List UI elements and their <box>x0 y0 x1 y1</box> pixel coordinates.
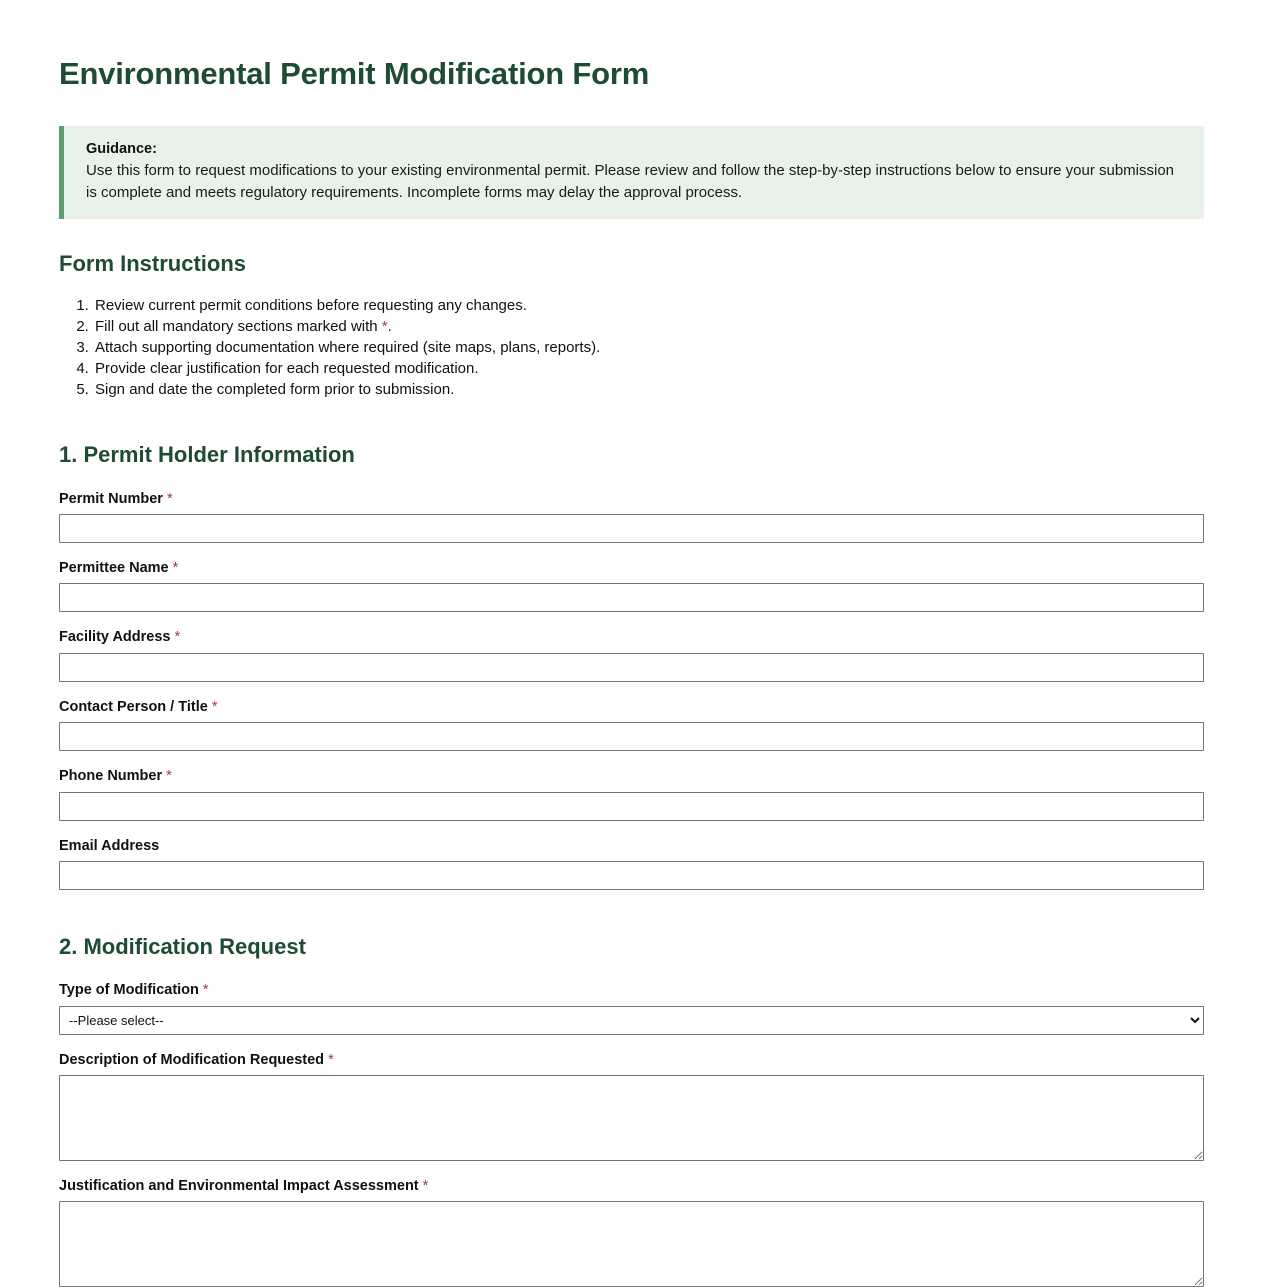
field-justification-impact-assessment <box>59 1178 1204 1287</box>
list-item <box>93 360 1204 378</box>
page-title: Environmental Permit Modification Form <box>59 56 650 91</box>
permittee-name-input[interactable] <box>59 583 1204 612</box>
instruction-text-2: Fill out all mandatory sections marked with <box>95 318 382 336</box>
list-item <box>93 381 1204 399</box>
required-asterisk-icon: * <box>172 559 179 576</box>
list-item <box>93 318 1204 336</box>
required-asterisk-icon: * <box>174 629 181 646</box>
label-text: Type of Modification <box>59 982 199 999</box>
field-contact-person-title <box>59 699 1204 751</box>
field-permittee-name <box>59 560 1204 612</box>
instruction-text-2-suffix: . <box>387 318 392 336</box>
justification-impact-assessment-textarea[interactable] <box>59 1201 1204 1287</box>
label-permit-number <box>59 491 1204 508</box>
section-2-heading: 2. Modification Request <box>59 933 306 959</box>
section-1-heading: 1. Permit Holder Information <box>59 442 355 468</box>
label-justification-impact-assessment <box>59 1178 1204 1195</box>
list-item <box>93 297 1204 315</box>
field-description-of-modification <box>59 1052 1204 1161</box>
guidance-title: Guidance: <box>86 140 157 157</box>
phone-number-input[interactable] <box>59 792 1204 821</box>
field-phone-number <box>59 768 1204 820</box>
label-text: Justification and Environmental Impact Assessment <box>59 1178 419 1195</box>
guidance-callout <box>59 126 1204 219</box>
instruction-text-1: Review current permit conditions before requesting any changes. <box>95 297 527 315</box>
label-contact-person-title <box>59 699 1204 716</box>
required-asterisk-icon: * <box>202 982 209 999</box>
list-item <box>93 339 1204 357</box>
required-asterisk-icon: * <box>381 318 388 336</box>
label-text: Email Address <box>59 837 160 854</box>
field-type-of-modification <box>59 982 1204 1034</box>
required-asterisk-icon: * <box>166 490 173 507</box>
guidance-text: Use this form to request modifications to your existing environmental permit. Please review and follow the step-by-step instructions below to ensure your submission is complete and meets regulatory requirements. Incomplete forms may delay the approval process. <box>86 162 1175 201</box>
instruction-text-4: Provide clear justification for each requested modification. <box>95 360 479 378</box>
instruction-text-3: Attach supporting documentation where required (site maps, plans, reports). <box>95 339 601 357</box>
required-asterisk-icon: * <box>211 698 218 715</box>
form-instructions-section <box>59 251 1204 399</box>
label-text: Permittee Name <box>59 559 169 576</box>
type-of-modification-select[interactable] <box>59 1006 1204 1035</box>
label-text: Permit Number <box>59 490 163 507</box>
field-facility-address <box>59 629 1204 681</box>
instructions-list <box>59 297 1204 399</box>
label-text: Facility Address <box>59 629 171 646</box>
label-text: Contact Person / Title <box>59 698 208 715</box>
required-asterisk-icon: * <box>422 1178 429 1195</box>
permit-holder-information-section <box>59 442 1204 890</box>
field-permit-number <box>59 491 1204 543</box>
form-instructions-heading: Form Instructions <box>59 250 247 276</box>
field-email-address <box>59 838 1204 890</box>
label-text: Phone Number <box>59 768 163 785</box>
label-description-of-modification <box>59 1052 1204 1069</box>
description-of-modification-textarea[interactable] <box>59 1075 1204 1161</box>
instruction-text-5: Sign and date the completed form prior to submission. <box>95 381 455 399</box>
form-page <box>0 56 1263 1287</box>
label-permittee-name <box>59 560 1204 577</box>
permit-number-input[interactable] <box>59 514 1204 543</box>
email-address-input[interactable] <box>59 861 1204 890</box>
contact-person-title-input[interactable] <box>59 722 1204 751</box>
label-text: Description of Modification Requested <box>59 1051 325 1068</box>
required-asterisk-icon: * <box>166 768 172 785</box>
required-asterisk-icon: * <box>328 1051 334 1068</box>
modification-request-section <box>59 934 1204 1287</box>
label-facility-address <box>59 629 1204 646</box>
label-email-address <box>59 838 1204 855</box>
facility-address-input[interactable] <box>59 653 1204 682</box>
label-type-of-modification <box>59 982 1204 999</box>
label-phone-number <box>59 768 1204 785</box>
